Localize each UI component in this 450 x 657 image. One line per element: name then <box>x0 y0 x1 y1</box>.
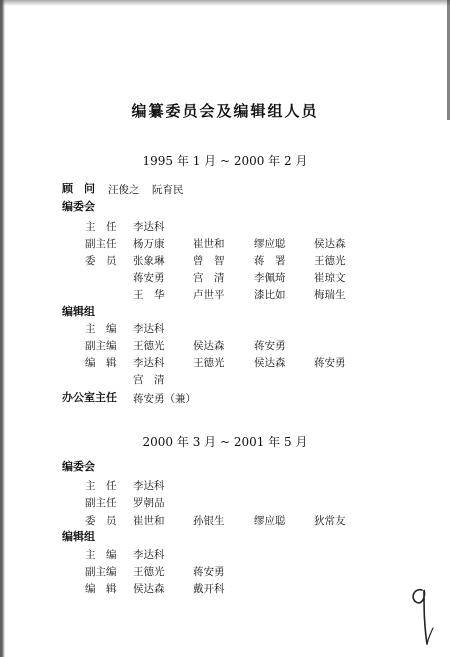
member-name: 王德光 <box>314 255 346 267</box>
scan-edge-left <box>0 0 5 657</box>
member-name: 曾 智 <box>193 255 225 267</box>
member-name: 蒋安勇 <box>133 272 165 284</box>
deputy-editor-role: 副主编 <box>85 340 117 352</box>
member-name: 梅瑞生 <box>314 289 346 301</box>
deputy-editor-role: 副主编 <box>85 566 117 578</box>
period-2-heading: 2000 年 3 月 ~ 2001 年 5 月 <box>142 435 308 449</box>
deputy-director-name: 罗朝品 <box>133 497 165 509</box>
committee-heading: 编委会 <box>62 200 95 213</box>
chief-editor-name: 李达科 <box>133 323 165 335</box>
deputy-director-name: 缪应聪 <box>254 238 286 250</box>
deputy-director-name: 侯达森 <box>314 238 346 250</box>
director-role: 主 任 <box>85 480 117 492</box>
deputy-director-role: 副主任 <box>85 238 117 250</box>
deputy-editor-name: 蒋安勇 <box>193 566 225 578</box>
deputy-director-role: 副主任 <box>85 497 117 509</box>
director-name: 李达科 <box>133 480 165 492</box>
members-role: 委 员 <box>85 255 117 267</box>
editor-name: 李达科 <box>133 357 165 369</box>
member-name: 崔世和 <box>133 515 165 527</box>
chief-editor-name: 李达科 <box>133 549 165 561</box>
page-title: 编纂委员会及编辑组人员 <box>131 102 319 120</box>
editors-heading: 编辑组 <box>62 530 95 543</box>
member-name: 孙银生 <box>193 515 225 527</box>
handwritten-page-mark <box>402 580 438 650</box>
office-director-name: 蒋安勇（兼） <box>133 393 196 405</box>
editor-name: 侯达森 <box>254 357 286 369</box>
editor-role: 编 辑 <box>85 357 117 369</box>
editor-name: 王德光 <box>193 357 225 369</box>
deputy-editor-name: 王德光 <box>133 566 165 578</box>
deputy-editor-name: 侯达森 <box>193 340 225 352</box>
member-name: 王 华 <box>133 289 165 301</box>
members-role: 委 员 <box>85 515 117 527</box>
advisors-role: 顾 问 <box>62 182 95 195</box>
member-name: 狄常友 <box>314 515 346 527</box>
member-name: 漆比如 <box>254 289 286 301</box>
member-name: 缪应聪 <box>254 515 286 527</box>
editor-name: 戴开科 <box>193 583 225 595</box>
deputy-director-name: 崔世和 <box>193 238 225 250</box>
director-role: 主 任 <box>85 221 117 233</box>
member-name: 宫 清 <box>193 272 225 284</box>
member-name: 张象琳 <box>133 255 165 267</box>
member-name: 崔琼文 <box>314 272 346 284</box>
deputy-director-name: 杨万康 <box>133 238 165 250</box>
member-name: 卢世平 <box>193 289 225 301</box>
editor-name: 宫 清 <box>133 374 165 386</box>
editor-role: 编 辑 <box>85 583 117 595</box>
editor-name: 侯达森 <box>133 583 165 595</box>
chief-editor-role: 主 编 <box>85 323 117 335</box>
scan-edge-top <box>0 0 450 6</box>
member-name: 李佩琦 <box>254 272 286 284</box>
office-director-role: 办公室主任 <box>62 391 117 404</box>
advisor-name: 汪俊之 <box>108 184 140 196</box>
member-name: 蒋 署 <box>254 255 286 267</box>
deputy-editor-name: 王德光 <box>133 340 165 352</box>
advisor-name: 阮育民 <box>152 184 184 196</box>
editors-heading: 编辑组 <box>62 305 95 318</box>
period-1-heading: 1995 年 1 月 ~ 2000 年 2 月 <box>142 154 308 168</box>
chief-editor-role: 主 编 <box>85 549 117 561</box>
director-name: 李达科 <box>133 221 165 233</box>
editor-name: 蒋安勇 <box>314 357 346 369</box>
deputy-editor-name: 蒋安勇 <box>254 340 286 352</box>
committee-heading: 编委会 <box>62 460 95 473</box>
